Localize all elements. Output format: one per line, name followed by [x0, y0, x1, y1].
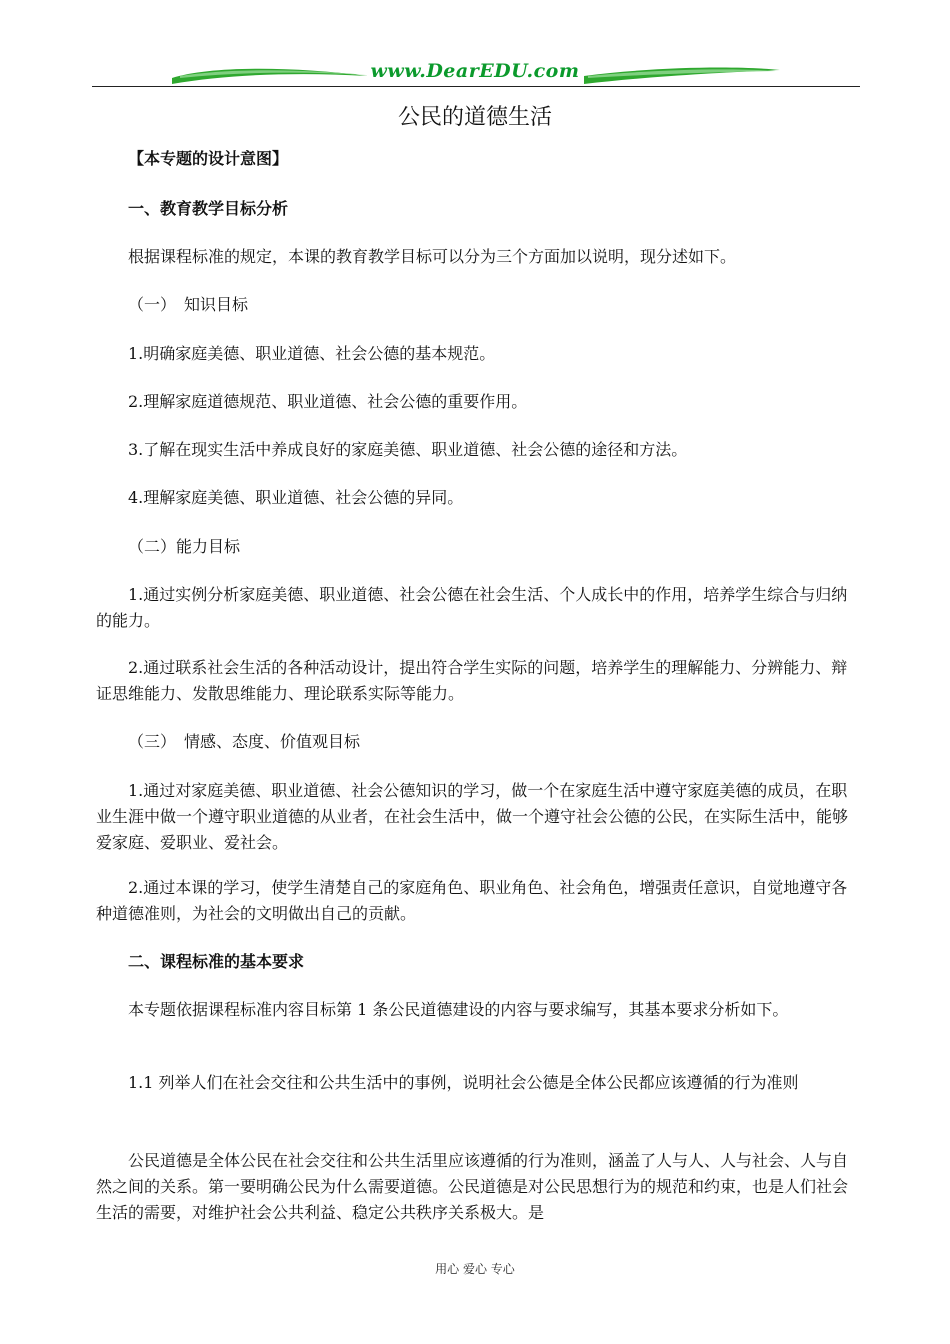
body-paragraph: （三） 情感、态度、价值观目标	[128, 732, 361, 751]
document-title: 公民的道德生活	[397, 105, 552, 130]
section-heading: 一、教育教学目标分析	[128, 199, 289, 218]
body-paragraph: 1.通过对家庭美德、职业道德、社会公德知识的学习，做一个在家庭生活中遵守家庭美德的成员，在职业生涯中做一个遵守职业道德的从业者，在社会生活中，做一个遵守社会公德的公民，在实际生活中，能够爱家庭、爱职业、爱社会。	[96, 781, 849, 852]
green-swoosh-right-icon	[582, 64, 782, 86]
page-footer: 用心 爱心 专心	[435, 1262, 515, 1276]
body-paragraph: 根据课程标准的规定，本课的教育教学目标可以分为三个方面加以说明，现分述如下。	[128, 247, 737, 266]
body-paragraph: 1.1 列举人们在社会交往和公共生活中的事例，说明社会公德是全体公民都应该遵循的行为准则	[128, 1073, 799, 1092]
body-paragraph: 3.了解在现实生活中养成良好的家庭美德、职业道德、社会公德的途径和方法。	[128, 440, 688, 459]
section-heading: 二、课程标准的基本要求	[128, 952, 305, 971]
body-paragraph: 2.理解家庭道德规范、职业道德、社会公德的重要作用。	[128, 392, 528, 411]
green-swoosh-left-icon	[170, 64, 370, 86]
site-logo-text: www.DearEDU.com	[370, 60, 580, 82]
header-divider	[92, 86, 860, 87]
body-paragraph: （一） 知识目标	[128, 295, 249, 314]
body-paragraph: 本专题依据课程标准内容目标第 1 条公民道德建设的内容与要求编写，其基本要求分析如下。	[128, 1000, 789, 1019]
section-heading: 【本专题的设计意图】	[128, 149, 289, 168]
page-header	[92, 58, 860, 90]
body-paragraph: 4.理解家庭美德、职业道德、社会公德的异同。	[128, 488, 464, 507]
body-paragraph: 1.明确家庭美德、职业道德、社会公德的基本规范。	[128, 344, 496, 363]
body-paragraph: 公民道德是全体公民在社会交往和公共生活里应该遵循的行为准则，涵盖了人与人、人与社会、人与自然之间的关系。第一要明确公民为什么需要道德。公民道德是对公民思想行为的规范和约束，也是人们社会生活的需要，对维护社会公共利益、稳定公共秩序关系极大。是	[96, 1151, 849, 1222]
body-paragraph: （二）能力目标	[128, 537, 241, 556]
body-paragraph: 2.通过本课的学习，使学生清楚自己的家庭角色、职业角色、社会角色，增强责任意识，自觉地遵守各种道德准则，为社会的文明做出自己的贡献。	[96, 878, 848, 923]
body-paragraph: 1.通过实例分析家庭美德、职业道德、社会公德在社会生活、个人成长中的作用，培养学生综合与归纳的能力。	[96, 585, 848, 630]
body-paragraph: 2.通过联系社会生活的各种活动设计，提出符合学生实际的问题，培养学生的理解能力、分辨能力、辩证思维能力、发散思维能力、理论联系实际等能力。	[96, 658, 848, 703]
